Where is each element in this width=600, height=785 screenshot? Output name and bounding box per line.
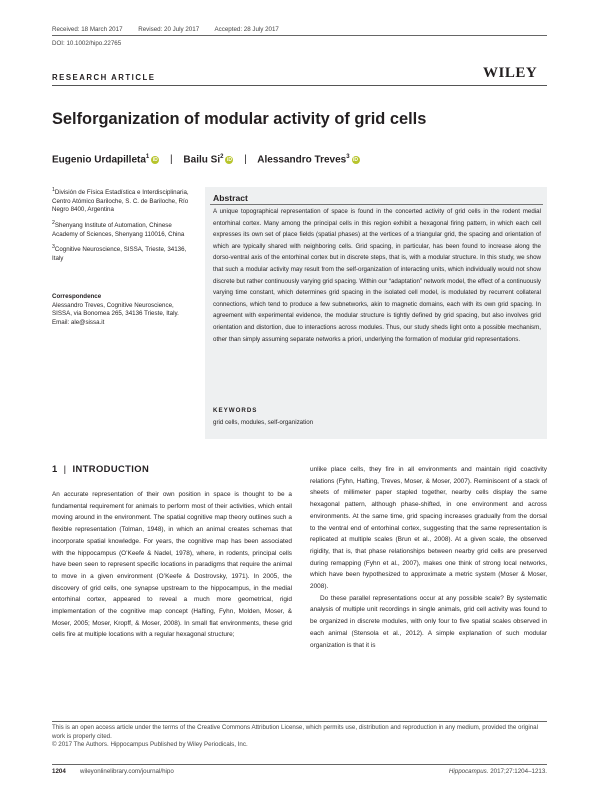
page-number: 1204: [52, 768, 66, 775]
footer-citation: [420, 768, 547, 777]
author-sup: 1: [145, 154, 150, 160]
keywords: grid cells, modules, self-organization: [213, 419, 314, 426]
citation: 2017;27:1204–1213.: [490, 768, 547, 775]
author-name: Bailu Si: [183, 154, 221, 166]
license-line: This is an open access article under the terms of the Creative Commons Attribution License, which permits use, distribution and reproduction in any medium, provided the original work is properly cited.: [52, 724, 538, 740]
intro-paragraph: An accurate representation of their own position in space is thought to be a fundamental requirement for animals to perform most of their activities, which entail moving around in the environment. The spatial cognitive map theory outlines such a flexible representation (Tolman, 1948), in which an animal creates schemas that incorporate spatial knowledge. For years, the cognitive map has been associated with the hippocampus (O’Keefe & Nadel, 1978), where, in rodents, principal cells have been seen to represent specific locations in paradigms that require the animal to move in a given environment (O’Keefe & Dostrovsky, 1971). In 2005, the discovery of grid cells, one synapse upstream to the hippocampus, in the medial entorhinal cortex, appeared to reveal a much more geometrical, rigid implementation of the cognitive map concept (Hafting, Fyhn, Molden, Moser, & Moser, 2005; Moser, Kropff, & Moser, 2008). In small flat environments, these grid cells fire at multiple locations with a regular hexagonal structure;: [52, 491, 292, 639]
author-name: Eugenio Urdapilleta: [52, 154, 146, 166]
correspondence: [52, 293, 192, 327]
history-line: [52, 26, 547, 33]
affiliation: $^3$Cognitive Neuroscience, SISSA, Trieste, 34136, Italy: [52, 244, 187, 262]
orcid-icon[interactable]: iD: [152, 157, 158, 164]
author-sup: 2: [220, 154, 224, 160]
author-sup: 3: [346, 154, 350, 160]
article-type: RESEARCH ARTICLE: [52, 73, 156, 82]
keywords-heading: KEYWORDS: [213, 407, 258, 414]
abstract-heading: Abstract: [213, 193, 248, 203]
publisher-logo: WILEY: [483, 65, 538, 81]
doi: DOI: 10.1002/hipo.22765: [52, 40, 122, 47]
orcid-icon[interactable]: iD: [353, 157, 359, 164]
type-rule: [52, 85, 547, 86]
section-number: 1: [52, 463, 58, 474]
abstract-text: A unique topographical representation of space is found in the concerted activity of grid cells in the rodent medial entorhinal cortex. Many among the principal cells in this region exhibit a hexagonal firing pattern, in which each cell expresses its own set of place fields (spatial phases) at the vertices of a triangular grid, the spacing and orientation of which are typically shared with neighboring cells. Grid spacing, in particular, has been found to increase along the dorso-ventral axis of the entorhinal cortex but in discrete steps, that is, with a modular structure. In this study, we show that such a modular activity may result from the self-organization of interacting units, which individually would not show discrete but rather continuously varying grid spacing. Within our “adaptation” network model, the effect of a continuously varying time constant, which determines grid spacing in the isolated cell model, is modulated by recurrent collateral connections, which tend to produce a few subnetworks, akin to magnetic domains, each with its own grid spacing. In agreement with experimental evidence, the modular structure is tightly defined by grid spacing, but also involves grid orientation and distortion, due to interactions across modules. Thus, our study sheds light onto a possible mechanism, other than simply assuming separate networks a priori, underlying the formation of modular grid representations.: [213, 208, 541, 343]
journal-name: Hippocampus.: [448, 768, 489, 775]
article-title: Selforganization of modular activity of grid cells: [52, 110, 427, 128]
affiliation: $^1$División de Física Estadística e Interdisciplinaria, Centro Atómico Bariloche, S. C. de Bariloche, Río Negro 8400, Argentina: [52, 187, 189, 214]
received-date: Received: 18 March 2017: [52, 26, 123, 33]
section-title: INTRODUCTION: [72, 463, 150, 474]
correspondence-heading: Correspondence: [52, 293, 102, 300]
intro-paragraph: Do these parallel representations occur at any possible scale? By systematic analysis of multiple unit recordings in single animals, grid cell activity was found to be organized in discrete modules, with only four to five spatial scales observed in each animal (Stensola et al., 2012). A simple explanation of such modular organization is that it is: [310, 594, 547, 649]
orcid-icon[interactable]: iD: [226, 157, 232, 164]
revised-date: Revised: 20 July 2017: [138, 26, 200, 33]
author-list: Eugenio Urdapilleta$^1$iD | Bailu Si$^2$iD | Alessandro Treves$^3$iD: [52, 154, 359, 166]
correspondence-email[interactable]: Email: ale@sissa.it: [52, 318, 105, 326]
correspondence-text: Alessandro Treves, Cognitive Neuroscience, SISSA, via Bonomea 265, 34136 Trieste, Italy.: [52, 301, 179, 318]
intro-column-1: [52, 489, 292, 641]
accepted-date: Accepted: 28 July 2017: [214, 26, 279, 33]
abstract-rule: [210, 204, 543, 205]
license: [52, 724, 547, 750]
copyright-line: © 2017 The Authors. Hippocampus Published by Wiley Periodicals, Inc.: [52, 741, 248, 749]
intro-paragraph: unlike place cells, they fire in all environments and maintain rigid coactivity relations (Fyhn, Hafting, Treves, Moser, & Moser, 2007). Reminiscent of a stack of sheets of millimeter paper stapled together, nearby cells display the same hexagonal pattern, although phase-shifted, in one environment and across environments. At the same time, grid spacing increases gradually from the dorsal to the ventral end of entorhinal cortex, suggesting that the same representation is replicated at multiple scales (Brun et al., 2008). At a given scale, the observed rigidity, that is, that phase relationships between nearby grid cells are preserved during remapping (Fyhn et al., 2007), makes one think of strong local networks, which have been hypothesized to approximate a metric system (Moser & Moser, 2008).: [310, 466, 547, 591]
section-heading: 1 | INTRODUCTION: [52, 463, 150, 474]
affiliation: $^2$Shenyang Institute of Automation, Chinese Academy of Sciences, Shenyang 110016, China: [52, 219, 185, 238]
author-name: Alessandro Treves: [257, 154, 347, 166]
license-rule: [52, 721, 547, 722]
header-rule: [52, 35, 547, 36]
intro-column-2: [310, 464, 547, 651]
journal-url[interactable]: wileyonlinelibrary.com/journal/hipo: [80, 768, 174, 775]
footer-rule: [52, 764, 547, 765]
affiliations: [52, 186, 192, 267]
